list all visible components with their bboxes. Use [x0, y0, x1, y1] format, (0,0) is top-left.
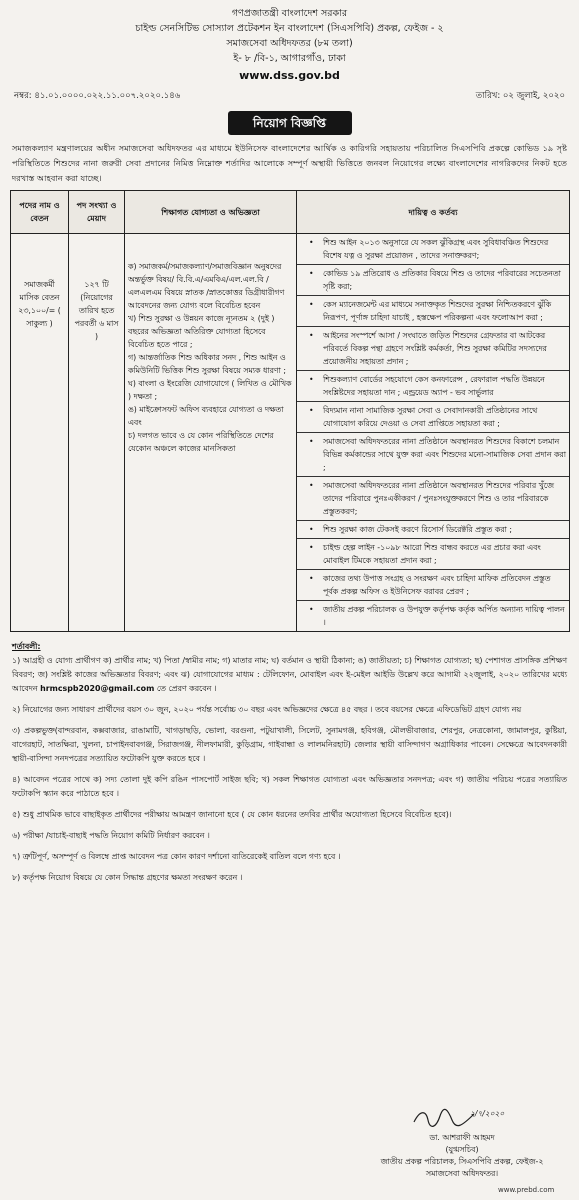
vacancy-table — [10, 190, 570, 632]
duty-text: শিশু সুরক্ষা কাজ টেকসই করণে রিসোর্স ডিরেক্টরি প্রস্তুত করা ; — [323, 525, 512, 534]
duty-item — [297, 327, 569, 371]
office-header — [0, 6, 579, 83]
bullet-icon: • — [309, 238, 314, 247]
term-item: ২) নিয়োগের জন্য সাধারণ প্রার্থীদের বয়স ৩০ জুন, ২০২০ পর্যন্ত সর্বোচ্চ ৩০ বছর এবং অভিজ্ঞদের ক্ষেত্রে ৪৫ বছর । তবে বয়সের ক্ষেত্রে এফিডেভিট গ্রহণ যোগ্য নয় — [12, 705, 522, 714]
term-1-text: ১) আগ্রহী ও যোগ্য প্রার্থীগণ ক) প্রার্থীর নাম; খ) পিতা /স্বামীর নাম; গ) মাতার নাম; ঘ) বর্তমান ও স্থায়ী ঠিকানা; ঙ) জাতীয়তা; চ) শিক্ষাগত যোগ্যতা; ছ) পেশাগত প্রাসঙ্গিক প্রশিক্ষণ বিবরণ; জ) সংশ্লিষ্ট কাজের অভিজ্ঞতার বিবরণ; এবং ঝ) যোগাযোগের মাধ্যম : টেলিফোন, মোবাইল এবং ই-মেইল আইডি উল্লেখ করে আগামী ২২জুলাই, ২০২০ তারিখের মধ্যে আবেদন — [12, 656, 567, 693]
signatory-name: ডা. আশরাফী আহমদ — [429, 1133, 495, 1142]
duty-item — [297, 601, 569, 631]
notice-title: নিয়োগ বিজ্ঞপ্তি — [228, 111, 352, 135]
duty-text: চাইল্ড হেল্প লাইন -১০৯৮ আরো শিশু বান্ধব করতে এর প্রচার করা এবং মোবাইল টিমকে সহায়তা প্রদান করা ; — [323, 543, 541, 565]
bullet-icon: • — [309, 543, 314, 552]
education-item: ঙ) মাইক্রোসফট অফিস ব্যবহারে যোগ্যতা ও দক্ষতা এবং — [128, 405, 284, 427]
bullet-icon: • — [309, 525, 314, 534]
duty-item — [297, 371, 569, 402]
duty-item — [297, 477, 569, 521]
terms-section — [0, 640, 579, 885]
header-website[interactable]: www.dss.gov.bd — [239, 69, 340, 82]
education-item: চ) দলগত ভাবে ও যে কোন পরিস্থিতিতে দেশের যেকোন অঞ্চলে কাজের মানসিকতা — [128, 431, 274, 453]
duty-text: সমাজসেবা অধিদফতরের নানা প্রতিষ্ঠানে অবস্থানরত শিশুদের বিকাশে চলমান বিভিন্ন কর্মকান্ডের সাথে যুক্ত করা এবং শিশুদের মনো-সামাজিক সেবা প্রদান করা ; — [323, 437, 566, 472]
bullet-icon: • — [309, 331, 314, 340]
bullet-icon: • — [309, 269, 314, 278]
col-header-count: পদ সংখ্যা ও মেয়াদ — [69, 191, 125, 234]
duty-text: শিশুকল্যাণ বোর্ডের সহযোগে কেস কনফারেন্স , রেফারাল পদ্ধতি উন্নয়নে সংশ্লিষ্টদের সহায়তা দান ; এন্ড্রয়েড অ্যাপ - ভব সার্ভুলার — [323, 375, 545, 397]
duty-item — [297, 296, 569, 327]
education-item: খ) শিশু সুরক্ষা ও উন্নয়ন কাজে ন্যূনতম ২ (দুই ) বছরের অভিজ্ঞতা অতিরিক্ত যোগ্যতা হিসেবে বিবেচিত হতে পারে ; — [128, 314, 275, 349]
reference-row — [0, 89, 579, 103]
term-item: ৬) পরীক্ষা /যাচাই-বাছাই পদ্ধতি নিয়োগ কমিটি নির্ধারণ করবেন । — [12, 831, 210, 840]
duty-text: সমাজসেবা অধিদফতরের নানা প্রতিষ্ঠানে অবস্থানরত শিশুদের পরিবার খুঁজে তাদের পরিবারে পুনঃএকীকরণ / পুনঃসংযুক্তকরণে শিশু ও তার পরিবারকে প্রস্তুতকরণ; — [323, 481, 554, 516]
term-item: ৫) শুধু প্রাথমিক ভাবে বাছাইকৃত প্রার্থীদের পরীক্ষায় আমন্ত্রণ জানানো হবে ( যে কোন ধরনের তদবির প্রার্থীর অযোগ্যতা হিসেবে বিবেচিত হবে)। — [12, 810, 452, 819]
duties-cell — [297, 234, 570, 632]
term-item: ৩) প্রকল্পভুক্ত(বান্দরবান, কক্সবাজার, রাঙামাটি, খাগড়াছড়ি, ভোলা, বরগুনা, পটুয়াখালী, সিলেট, সুনামগঞ্জ, হবিগঞ্জ, মৌলভীবাজার, শেরপুর, নেত্রকোনা, জামালপুর, কুষ্টিয়া, বাগেরহাট, সাতক্ষিরা, খুলনা, চাপাইনবাবগঞ্জ, সিরাজগঞ্জ, নীলফামারী, কুড়িগ্রাম, গাইবান্ধা ও লালমনিরহাট) জেলার স্থায়ী বাসিন্দাগণ অগ্রাধিকার পাবেন। সেক্ষেত্রে আবেদনকারী স্থায়ী-বাসিন্দা সনদপত্রের সত্যায়িত ফটোকপি যুক্ত করতে হবে । — [12, 726, 567, 763]
signature-mark — [352, 1106, 572, 1132]
signature-date: ২/৭/২০২০ — [470, 1109, 505, 1118]
signature-block — [352, 1106, 572, 1180]
terms-heading: শর্তাবলী: — [12, 642, 41, 651]
term-1-tail: তে প্রেরণ করবেন । — [156, 684, 217, 693]
education-cell — [125, 234, 297, 632]
post-name-salary: সমাজকর্মী মাসিক বেতন ২৩,১০০/= ( সাকুল্য ) — [11, 234, 69, 632]
memo-date: তারিখ: ০২ জুলাই, ২০২০ — [475, 91, 565, 101]
education-item: ঘ) বাংলা ও ইংরেজি যোগাযোগে ( লিখিত ও মৌখিক ) দক্ষতা ; — [128, 379, 292, 401]
education-item: গ) আন্তর্জাতিক শিশু অধিকার সনদ , শিশু আইন ও কমিউনিটি ভিত্তিক শিশু সুরক্ষা বিষয়ে সম্যক ধারণা ; — [128, 353, 286, 375]
bullet-icon: • — [309, 406, 314, 415]
bullet-icon: • — [309, 481, 314, 490]
bullet-icon: • — [309, 375, 314, 384]
duty-item — [297, 539, 569, 570]
header-line-office: সমাজসেবা অধিদফতর (৮ম তলা) — [226, 38, 353, 49]
col-header-duties: দায়িত্ব ও কর্তব্য — [297, 191, 570, 234]
memo-number: নম্বর: ৪১.০১.০০০০.০২২.১১.০০৭.২০২০.১৪৬ — [14, 91, 181, 101]
term-item: ৪) আবেদন পত্রের সাথে ক) সদ্য তোলা দুই কপি রঙিন পাসপোর্ট সাইজ ছবি; খ) সকল শিক্ষাগত যোগ্যতা এবং অভিজ্ঞতার সনদপত্র; এবং গ) জাতীয় পরিচয় পত্রের সত্যায়িত ফটোকপি স্ক্যান করে পাঠাতে হবে । — [12, 775, 567, 798]
duty-item — [297, 234, 569, 265]
bullet-icon: • — [309, 437, 314, 446]
signatory-title: জাতীয় প্রকল্প পরিচালক, সিএসপিবি প্রকল্প, ফেইজ-২ — [380, 1157, 544, 1166]
watermark-text: www.prebd.com — [498, 1186, 555, 1194]
application-email-link[interactable]: hrmcspb2020@gmail.com — [40, 684, 155, 693]
header-line-address: ই- ৮ /বি-১, আগারগাঁও, ঢাকা — [233, 53, 346, 64]
col-header-post: পদের নাম ও বেতন — [11, 191, 69, 234]
term-item: ৭) ত্রুটিপূর্ণ, অসম্পূর্ণ ও বিলম্বে প্রাপ্ত আবেদন পত্র কোন কারণ দর্শানো ব্যতিরেকেই বাতিল বলে গণ্য হবে । — [12, 852, 341, 861]
duty-item — [297, 521, 569, 539]
handwritten-signature-icon — [412, 1106, 476, 1130]
table-header-row — [11, 191, 570, 234]
duty-text: আইনের সংস্পর্শে আসা / সংঘাতে জড়িত শিশুদের গ্রেফতার বা আটকের পরিবর্তে বিকল্প পন্থা গ্রহণে সংশ্লিষ্ট কর্মকর্তা, শিশু সুরক্ষা কমিটির সদস্যদের প্রয়োজনীয় সহায়তা প্রদান ; — [323, 331, 547, 366]
duty-text: কোভিড ১৯ প্রতিরোধ ও প্রতিকার বিষয়ে শিশু ও তাদের পরিবারের সচেতনতা সৃষ্টি করা; — [323, 269, 561, 291]
signatory-office: সমাজসেবা অধিদফতর। — [425, 1169, 499, 1178]
bullet-icon: • — [309, 300, 314, 309]
duty-text: জাতীয় প্রকল্প পরিচালক ও উপযুক্ত কর্তৃপক্ষ কর্তৃক অর্পিত অন্যান্য দায়িত্ব পালন । — [323, 605, 565, 627]
duty-text: কেস ম্যানেজমেন্ট এর মাধ্যমে সনাক্তকৃত শিশুদের সুরক্ষা নিশ্চিতকরণে ঝুঁকি নিরূপণ, পূর্ণাঙ্গ চাহিদা যাচাই , হস্তক্ষেপ পরিকল্পনা এবং ফলোআপ করা ; — [323, 300, 552, 322]
intro-paragraph: সমাজকল্যাণ মন্ত্রণালয়ের অধীন সমাজসেবা অধিদফতর এর মাধ্যমে ইউনিসেফ বাংলাদেশের আর্থিক ও কারিগরি সহায়তায় পরিচালিত সিএসপিবি প্রকল্পে কোভিড ১৯ সৃষ্ট পরিস্থিতিতে শিশুদের নানা জরুরী সেবা প্রদানের নিমিত্ত নিম্নোক্ত শর্তাদির আলোকে সম্পূর্ণ অস্থায়ী ভিত্তিতে জনবল নিয়োগের লক্ষ্যে বাংলাদেশের নাগরিকদের নিকট হতে দরখাস্ত আহবান করা যাচ্ছে। — [12, 143, 567, 183]
table-row — [11, 234, 570, 632]
header-line-govt: গণপ্রজাতন্ত্রী বাংলাদেশ সরকার — [231, 8, 348, 19]
duty-item — [297, 433, 569, 477]
duty-text: কাজের তথ্য উপাত্ত সংগ্রহ ও সংরক্ষণ এবং চাহিদা মাফিক প্রতিবেদন প্রস্তুত পূর্বক প্রকল্প অফিস ও ইউনিসেফ বরাবর প্রেরণ ; — [323, 574, 551, 596]
signatory-designation: (যুগ্মসচিব) — [445, 1145, 479, 1154]
duty-item — [297, 265, 569, 296]
bullet-icon: • — [309, 574, 314, 583]
duty-item — [297, 570, 569, 601]
header-line-project: চাইল্ড সেনসিটিভ সোস্যাল প্রটেকশন ইন বাংলাদেশ (সিএসপিবি) প্রকল্প, ফেইজ - ২ — [135, 23, 444, 34]
term-item: ৮) কর্তৃপক্ষ নিয়োগ বিষয়ে যে কোন সিদ্ধান্ত গ্রহণের ক্ষমতা সংরক্ষণ করেন । — [12, 873, 243, 882]
duty-text: বিদ্যমান নানা সামাজিক সুরক্ষা সেবা ও সেবাদানকারী প্রতিষ্ঠানের সাথে যোগাযোগ করিয়ে দেওয়া ও সেবা প্রাপ্তিতে সহায়তা করা ; — [323, 406, 538, 428]
education-item: ক) সমাজকর্ম/সমাজকল্যাণ/সমাজবিজ্ঞান অনুষদের অন্তর্ভুক্ত বিষয়/ বি.বি.এ/এমবিএ/এল.এল.বি / এলএলএম বিষয়ে স্নাতক /স্নাতকোত্তর ডিগ্রীধারীগণ আবেদনের জন্য যোগ্য বলে বিবেচিত হবেন — [128, 262, 285, 310]
duty-text: শিশু আইন ২০১৩ অনুসারে যে সকল ঝুঁকিগ্রস্থ এবং সুবিধাবঞ্চিত শিশুদের বিশেষ যত্ন ও সুরক্ষা প্রয়োজন , তাদের সনাক্তকরণ; — [323, 238, 549, 260]
duty-item — [297, 402, 569, 433]
term-item — [12, 654, 567, 696]
bullet-icon: • — [309, 605, 314, 614]
post-count-duration: ১২৭ টি (নিয়োগের তারিখ হতে পরবর্তী ৬ মাস ) — [69, 234, 125, 632]
col-header-education: শিক্ষাগত যোগ্যতা ও অভিজ্ঞতা — [125, 191, 297, 234]
